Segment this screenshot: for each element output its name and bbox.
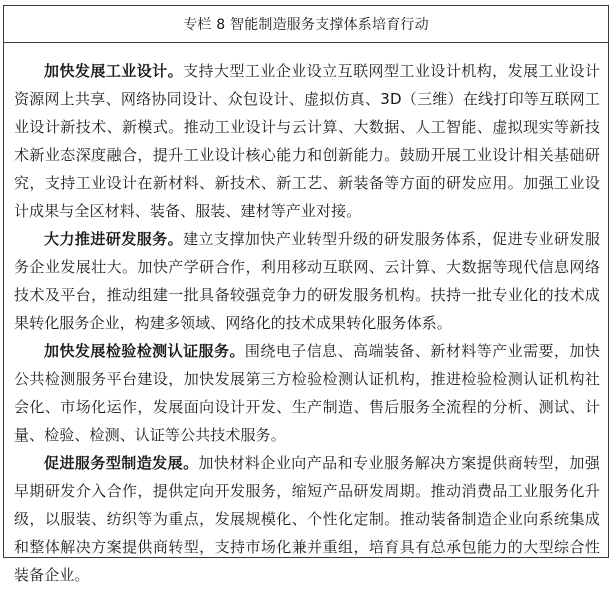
paragraph-lead: 加快发展工业设计。 bbox=[44, 62, 184, 80]
paragraph-industrial-design bbox=[14, 57, 600, 225]
paragraph-text: 支持大型工业企业设立互联网型工业设计机构，发展工业设计资源网上共享、网络协同设计、众包设计、虚拟仿真、3D（三维）在线打印等互联网工业设计新技术、新模式。推动工业设计与云计算、大数据、人工智能、虚拟现实等新技术新业态深度融合，提升工业设计核心能力和创新能力。鼓励开展工业设计相关基础研究，支持工业设计在新材料、新技术、新工艺、新装备等方面的研发应用。加强工业设计成果与全区材料、装备、服装、建材等产业对接。 bbox=[14, 62, 601, 220]
paragraph-lead: 加快发展检验检测认证服务。 bbox=[44, 342, 245, 360]
paragraph-text: 加快材料企业向产品和专业服务解决方案提供商转型，加强早期研发介入合作，提供定向开发服务，缩短产品研发周期。推动消费品工业服务化升级，以服装、纺织等为重点，发展规模化、个性化定制。推动装备制造企业向系统集成和整体解决方案提供商转型，支持市场化兼并重组，培育具有总承包能力的大型综合性装备企业。 bbox=[14, 454, 600, 584]
column-box bbox=[3, 5, 609, 584]
column-title-text: 专栏 8 智能制造服务支撑体系培育行动 bbox=[183, 17, 429, 33]
column-body bbox=[4, 43, 608, 589]
paragraph-lead: 促进服务型制造发展。 bbox=[44, 454, 199, 472]
paragraph-rd-services bbox=[14, 225, 600, 337]
paragraph-text: 围绕电子信息、高端装备、新材料等产业需要，加快公共检测服务平台建设，加快发展第三方检验检测认证机构，推进检验检测认证机构社会化、市场化运作，发展面向设计开发、生产制造、售后服务全流程的分析、测试、计量、检验、检测、认证等公共技术服务。 bbox=[14, 342, 600, 444]
paragraph-testing-certification bbox=[14, 337, 600, 449]
paragraph-service-manufacturing bbox=[14, 449, 600, 589]
column-title bbox=[4, 6, 608, 43]
paragraph-lead: 大力推进研发服务。 bbox=[44, 230, 184, 248]
paragraph-text: 建立支撑加快产业转型升级的研发服务体系，促进专业研发服务企业发展壮大。加快产学研合作，利用移动互联网、云计算、大数据等现代信息网络技术及平台，推动组建一批具备较强竞争力的研发服务机构。扶持一批专业化的技术成果转化服务企业，构建多领域、网络化的技术成果转化服务体系。 bbox=[14, 230, 601, 332]
